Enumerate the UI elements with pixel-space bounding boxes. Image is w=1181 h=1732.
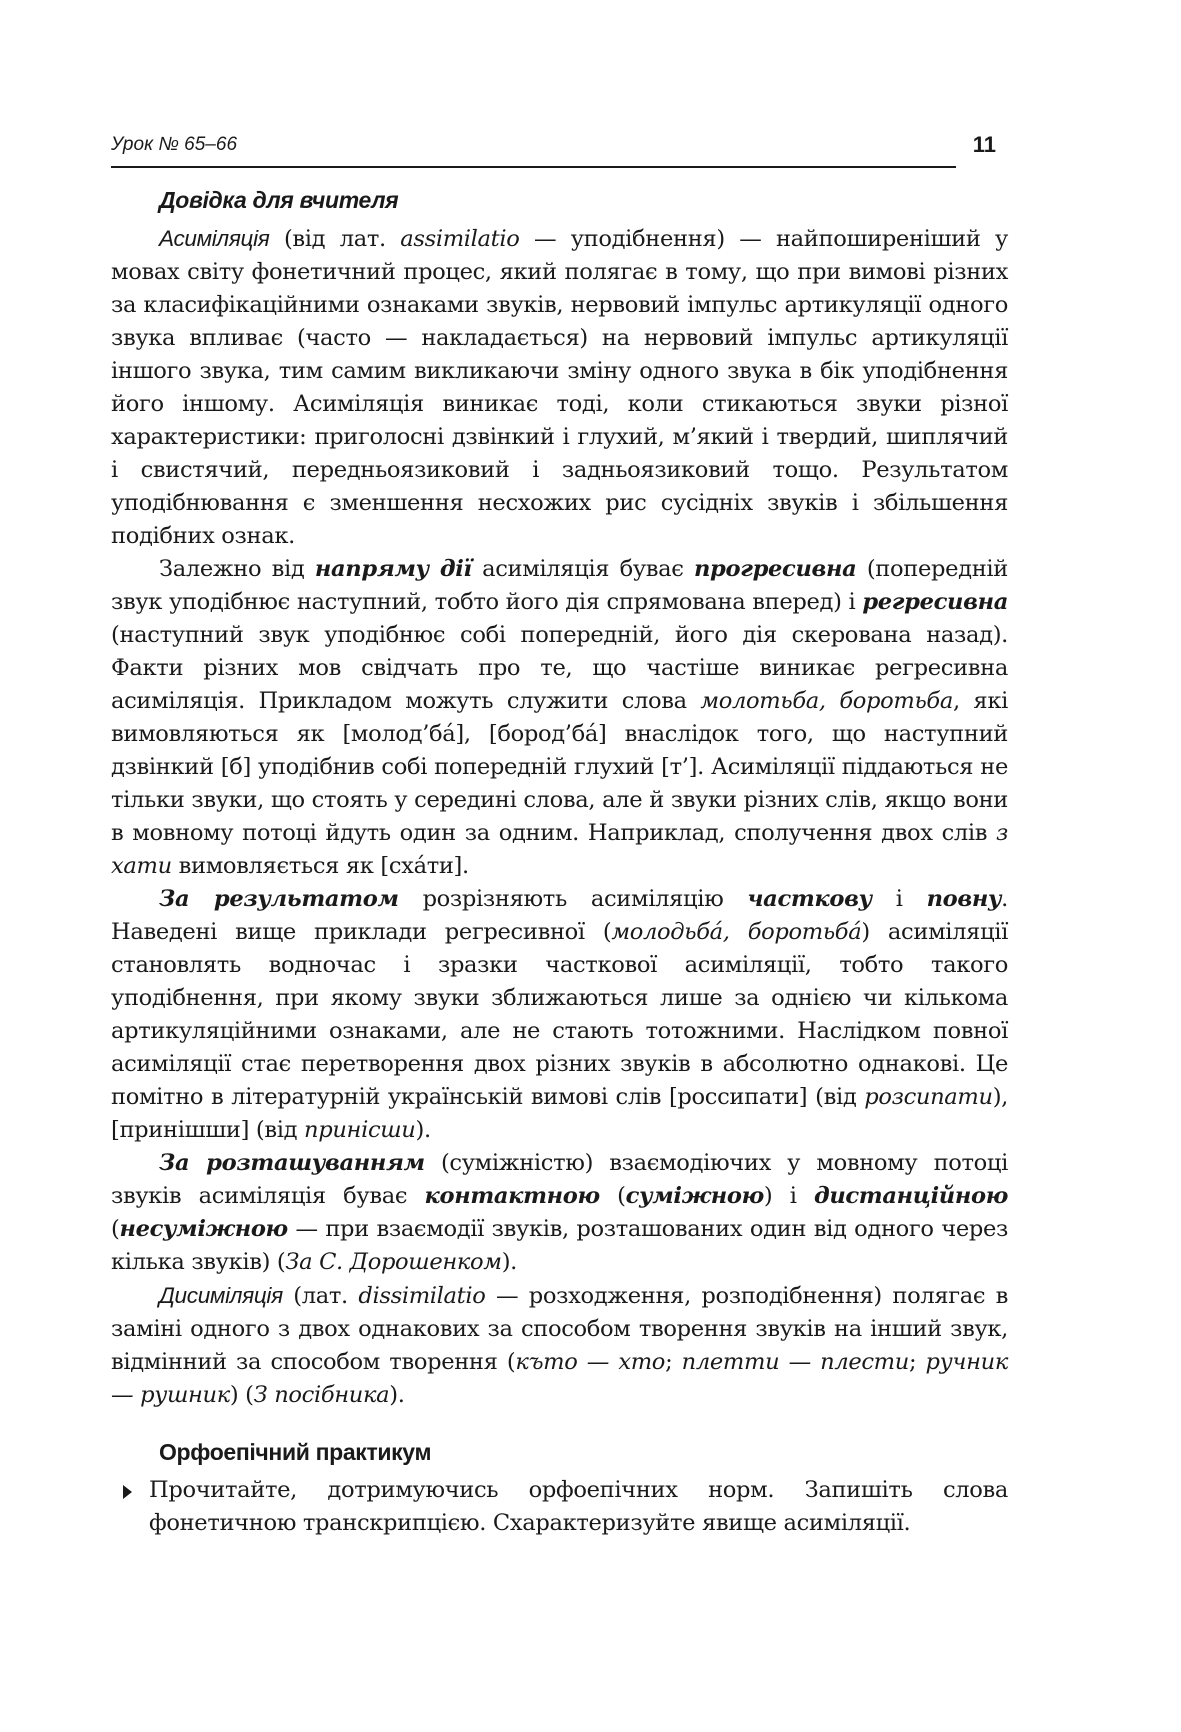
- running-header: [111, 130, 996, 168]
- bold-term: напряму дії: [314, 556, 472, 582]
- italic-example: принісши: [304, 1117, 416, 1143]
- section-gap: [111, 1412, 1008, 1438]
- text-run: ), [принішши] (від: [111, 1084, 1008, 1143]
- text-run: (лат.: [282, 1283, 359, 1309]
- bold-term: дистанційною: [813, 1183, 1009, 1209]
- text-run: (наступний звук уподібнює собі попередній, його дія скерована назад). Факти різних мов свідчать про те, що частіше виникає регресивна асиміляція. Прикладом можуть служити слова: [111, 622, 1008, 714]
- citation: За С. Дорошенком: [285, 1249, 502, 1275]
- bold-term: повну: [926, 886, 1002, 912]
- text-run: (попередній звук уподібнює наступний, тобто його дія спрямована вперед) і: [111, 556, 1008, 615]
- text-run: , які вимовляються як [молод’ба́], [бород’ба́] внаслідок того, що наступний дзвінкий [б] уподібнив собі попередній глухий [т’]. Асиміляції піддаються не тільки звуки, що стоять у середині слова, але й звуки різних слів, якщо вони в мовному потоці йдуть один за одним. Наприклад, сполучення двох слів: [111, 688, 1008, 846]
- italic-example: молодьба́, боротьба́: [611, 919, 862, 945]
- bold-term: несуміжною: [119, 1216, 288, 1242]
- text-run: ;: [908, 1349, 926, 1375]
- text-run: ;: [665, 1349, 682, 1375]
- italic-example: молотьба, боротьба: [700, 688, 953, 714]
- text-run: ) асиміляції становлять водночас і зразки часткової асиміляції, тобто такого уподібнення, при якому звуки зближаються лише за однією чи кількома артикуляційними ознаками, але не стають тотожними. Наслідком повної асиміляції стає перетворення двох різних звуків в абсолютно однакові. Це помітно в літературній українській вимові слів [россипати] (від: [111, 919, 1009, 1110]
- text-run: — розходження, розподібнення) полягає в заміні одного з двох однакових за способом творення звуків на інший звук, відмінний за способом творення (: [111, 1283, 1009, 1375]
- text-run: вимовляється як [сха́ти].: [171, 853, 469, 879]
- text-run: . Наведені вище приклади регресивної (: [111, 886, 1008, 945]
- bold-term: За результатом: [159, 886, 399, 912]
- text-run: і: [871, 886, 927, 912]
- text-run: ).: [501, 1249, 517, 1275]
- bold-term: За розташуванням: [159, 1150, 425, 1176]
- text-run: ).: [389, 1382, 405, 1408]
- bold-term: регресивна: [862, 589, 1008, 615]
- text-run: (від лат.: [269, 226, 401, 252]
- italic-example: розсипати: [864, 1084, 993, 1110]
- text-run: (суміжністю) взаємодіючих у мовному потоці звуків асиміляція буває: [111, 1150, 1008, 1209]
- text-run: (: [599, 1183, 626, 1209]
- latin-term: assimilatio: [400, 226, 520, 252]
- text-run: ).: [415, 1117, 431, 1143]
- paragraph-direction: [111, 553, 1008, 883]
- term-assimilation: Асиміляція: [159, 226, 270, 251]
- citation: З посібника: [253, 1382, 390, 1408]
- text-run: ) і: [763, 1183, 814, 1209]
- page-content: [111, 186, 1008, 1540]
- triangle-bullet-icon: [111, 1474, 149, 1540]
- italic-example: з хати: [111, 820, 1008, 879]
- italic-example: къто — хто: [515, 1349, 666, 1375]
- term-dissimilation: Дисиміляція: [159, 1283, 283, 1308]
- text-run: (: [111, 1216, 120, 1242]
- paragraph-assimilation: [111, 222, 1008, 553]
- page-number: 11: [972, 132, 996, 157]
- text-run: — при взаємодії звуків, розташованих один від одного через кілька звуків) (: [111, 1216, 1008, 1275]
- text-run: асиміляція буває: [471, 556, 694, 582]
- bold-term: часткову: [747, 886, 872, 912]
- latin-term: dissimilatio: [358, 1283, 486, 1309]
- text-run: — уподібнення) — найпоширеніший у мовах світу фонетичний процес, який полягає в тому, що при вимові різних за класифікаційними ознаками звуків, нервовий імпульс артикуляції одного звука впливає (часто — накладається) на нервовий імпульс артикуляції іншого звука, тим самим викликаючи зміну одного звука в бік уподібнення його іншому. Асиміляція виникає тоді, коли стикаються звуки різної характеристики: приголосні дзвінкий і глухий, м’який і твердий, шиплячий і свистячий, передньоязиковий і задньоязиковий тощо. Результатом уподібнювання є зменшення несхожих рис сусідніх звуків і збільшення подібних ознак.: [111, 226, 1008, 549]
- text-run: ) (: [229, 1382, 254, 1408]
- paragraph-dissimilation: [111, 1279, 1008, 1412]
- italic-example: ручник — рушник: [111, 1349, 1008, 1408]
- bold-term: суміжною: [625, 1183, 764, 1209]
- practicum-title: Орфоепічний практикум: [159, 1439, 432, 1465]
- bold-term: прогресивна: [693, 556, 857, 582]
- italic-example: плетти — плести: [681, 1349, 909, 1375]
- paragraph-result: [111, 883, 1008, 1147]
- task-text: Прочитайте, дотримуючись орфоепічних норм. Запишіть слова фонетичною транскрипцією. Схарактеризуйте явище асиміляції.: [149, 1477, 1008, 1536]
- lesson-label: Урок № 65–66: [111, 134, 238, 155]
- paragraph-position: [111, 1147, 1008, 1279]
- task-item: [111, 1474, 1008, 1540]
- teacher-note-title: Довідка для вчителя: [159, 187, 399, 213]
- text-run: Залежно від: [159, 556, 315, 582]
- bold-term: контактною: [424, 1183, 600, 1209]
- text-run: розрізняють асиміляцію: [398, 886, 748, 912]
